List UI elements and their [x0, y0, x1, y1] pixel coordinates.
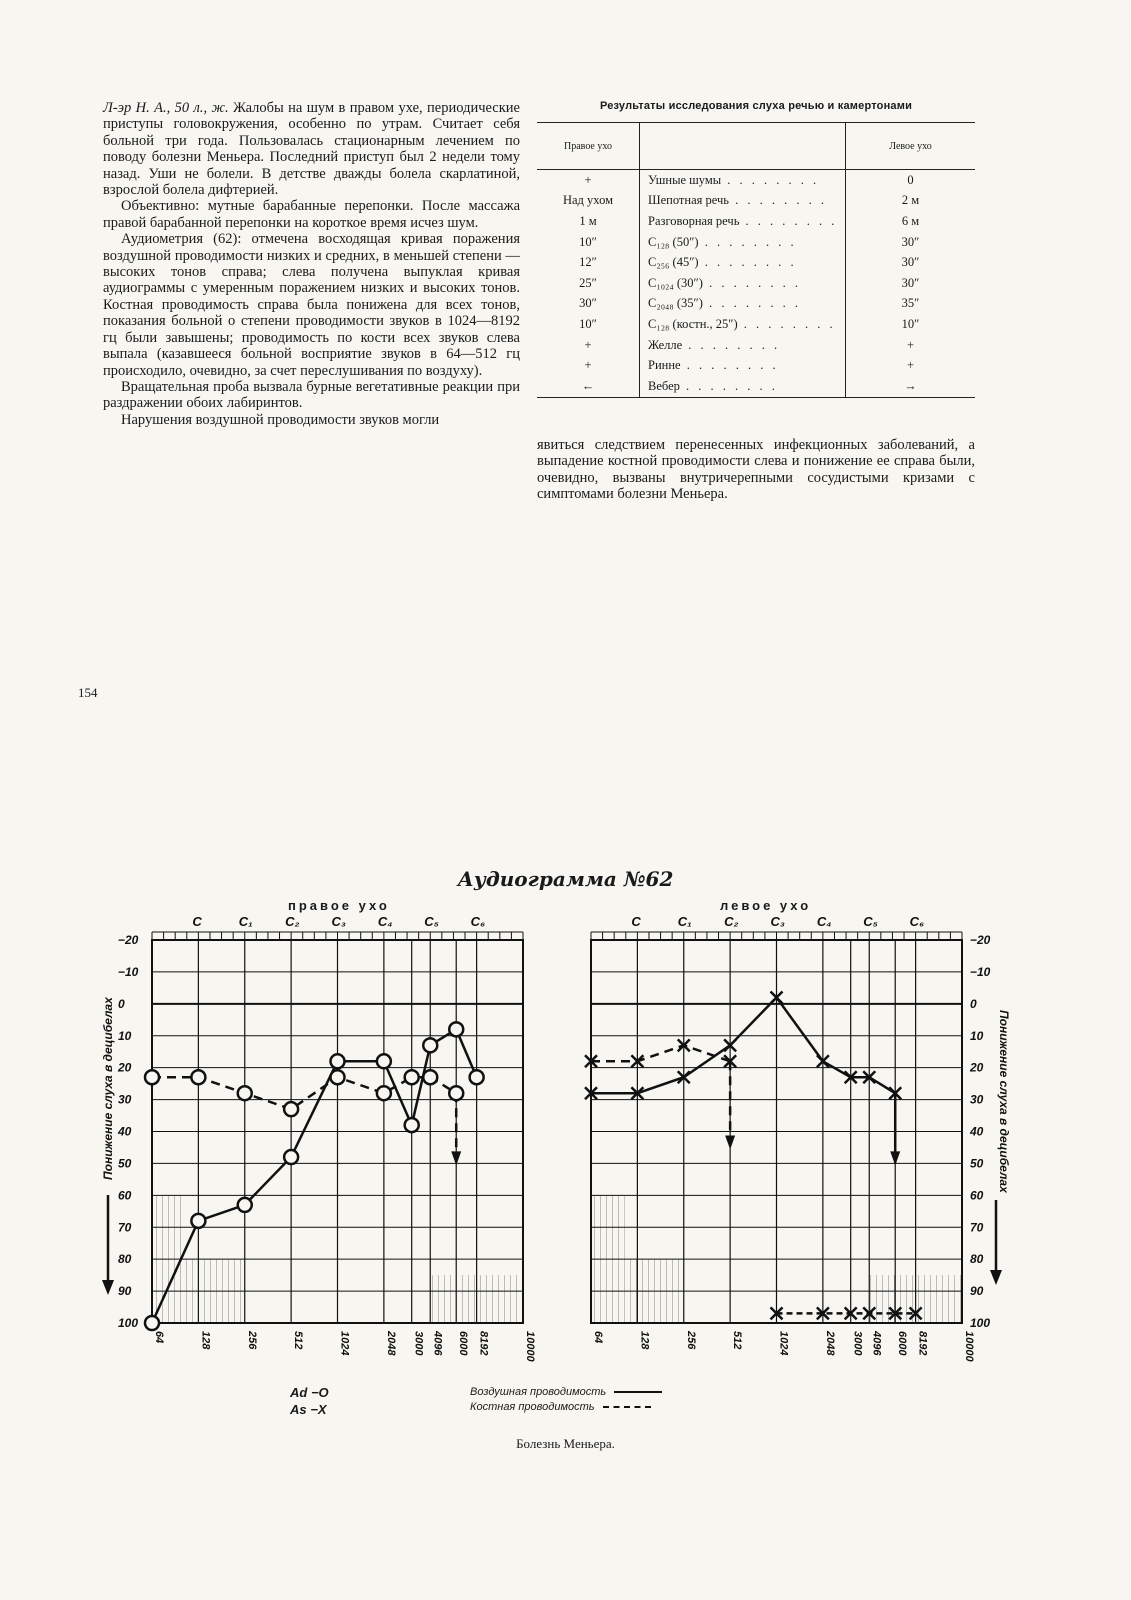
octave-label: C₆ [470, 914, 486, 929]
cell-left-ear: → [846, 376, 976, 397]
cell-right-ear: + [537, 170, 640, 191]
octave-label: C₂ [724, 914, 739, 929]
leader-dots: . . . . . . . . [679, 378, 778, 393]
test-name: Вебер [648, 378, 680, 393]
octave-label: C₄ [377, 914, 393, 929]
ad-point [449, 1022, 463, 1036]
y-tick-label: 0 [970, 996, 977, 1011]
cell-right-ear: 25″ [537, 273, 640, 294]
cell-left-ear: 30″ [901, 234, 920, 249]
octave-label: C₅ [424, 914, 439, 929]
cell-right-ear: 30″ [537, 294, 640, 315]
x-tick-label: 2048 [823, 1331, 836, 1356]
leader-dots: . . . . . . . . [698, 234, 797, 249]
x-tick-label: 8192 [916, 1331, 929, 1356]
cell-left-ear: 2 м [901, 193, 920, 208]
y-tick-label: 20 [970, 1060, 984, 1075]
ad-point [145, 1316, 159, 1330]
octave-label: C₅ [863, 914, 878, 929]
test-name: Желле [648, 337, 683, 352]
cell-left-ear: 35″ [901, 296, 920, 311]
x-tick-label: 10000 [963, 1331, 975, 1362]
case-paragraph-5: Нарушения воздушной проводимости звуков могли [121, 411, 440, 428]
cell-left-ear: 6 м [901, 213, 920, 228]
test-name: Разговорная речь [648, 213, 740, 228]
octave-label: C₃ [331, 914, 346, 929]
octave-label: C₄ [816, 914, 832, 929]
cell-right-ear: 10″ [537, 232, 640, 253]
leader-dots: . . . . . . . . [680, 358, 779, 373]
ad-point [284, 1150, 298, 1164]
ad-point [449, 1086, 463, 1100]
dashed-line-sample [603, 1406, 651, 1408]
ad-point [405, 1118, 419, 1132]
y-tick-label: 70 [118, 1220, 132, 1235]
legend-line-types [470, 1385, 662, 1415]
x-tick-label: 64 [153, 1331, 165, 1344]
y-tick-label: 100 [970, 1316, 991, 1330]
ad-point [423, 1038, 437, 1052]
ad-point [377, 1054, 391, 1068]
left-ear-label: левое ухо [720, 898, 812, 913]
ad-point [377, 1086, 391, 1100]
y-axis-label: Понижение слуха в децибелах [101, 997, 115, 1180]
header-right-ear: Правое ухо [537, 123, 640, 170]
axis-direction-arrow [102, 1280, 114, 1295]
test-name: C₁₀₂₄ (30″) [648, 275, 703, 290]
x-tick-label: 512 [292, 1331, 305, 1350]
page-number: 154 [78, 685, 98, 700]
test-name: C₁₂₈ (костн., 25″) [648, 316, 738, 331]
x-tick-label: 6000 [896, 1331, 909, 1356]
x-tick-label: 64 [592, 1331, 604, 1344]
legend-bone: Костная проводимость [470, 1400, 662, 1415]
axis-direction-arrow [990, 1270, 1002, 1285]
cell-left-ear: 0 [907, 172, 914, 187]
case-paragraph-2: Объективно: мутные барабанные перепонки. После массажа правой барабанной перепонки на короткое время исчез шум. [103, 198, 520, 231]
y-tick-label: −20 [118, 933, 139, 947]
leader-dots: . . . . . . . . [702, 275, 801, 290]
legend-ear-symbols [290, 1384, 329, 1418]
continuation-text: явиться следствием перенесенных инфекционных заболеваний, а выпадение костной проводимости слева и понижение ее справа были, очевидно, вызваны внутричерепными сосудистыми кризами с симптомами болезни Меньера. [537, 437, 975, 503]
cell-right-ear: Над ухом [537, 191, 640, 212]
y-tick-label: 50 [118, 1156, 132, 1171]
x-tick-label: 4096 [431, 1331, 444, 1356]
ad-point [405, 1070, 419, 1084]
cell-right-ear: 1 м [537, 211, 640, 232]
cell-left-ear: + [906, 337, 915, 352]
x-tick-label: 128 [199, 1331, 212, 1350]
solid-line-sample [614, 1391, 662, 1393]
figure-caption: Болезнь Меньера. [516, 1436, 615, 1451]
y-axis-label: Понижение слуха в децибелах [997, 1010, 1011, 1193]
y-tick-label: 30 [970, 1092, 984, 1107]
ad-point [191, 1214, 205, 1228]
y-tick-label: 70 [970, 1220, 984, 1235]
x-tick-label: 6000 [457, 1331, 470, 1356]
table-title: Результаты исследования слуха речью и камертонами [599, 100, 913, 112]
leader-dots: . . . . . . . . [702, 296, 801, 311]
octave-label: C₆ [909, 914, 925, 929]
ad-point [238, 1086, 252, 1100]
cell-right-ear: ← [537, 376, 640, 397]
leader-dots: . . . . . . . . [682, 337, 781, 352]
y-tick-label: −20 [970, 933, 991, 947]
x-tick-label: 3000 [412, 1331, 425, 1356]
y-tick-label: 80 [970, 1252, 984, 1267]
y-tick-label: 10 [118, 1028, 132, 1043]
test-name: Ринне [648, 358, 681, 373]
leader-dots: . . . . . . . . [737, 316, 836, 331]
x-tick-label: 3000 [851, 1331, 864, 1356]
cell-left-ear: 30″ [901, 275, 920, 290]
x-tick-label: 1024 [777, 1331, 790, 1356]
case-paragraph-4: Вращательная проба вызвала бурные вегетативные реакции при раздражении обоих лабиринтов. [103, 378, 520, 412]
y-tick-label: 90 [118, 1284, 132, 1299]
leader-dots: . . . . . . . . [698, 255, 797, 270]
y-tick-label: 0 [118, 996, 125, 1011]
y-tick-label: 40 [118, 1124, 132, 1139]
ad-point [470, 1070, 484, 1084]
leader-dots: . . . . . . . . [721, 172, 820, 187]
test-name: C₂₅₆ (45″) [648, 255, 699, 270]
ad-point [191, 1070, 205, 1084]
ad-point [145, 1070, 159, 1084]
drop-arrow [725, 1135, 735, 1149]
cell-right-ear: + [537, 355, 640, 376]
legend-as: As −X [290, 1402, 327, 1417]
test-name: Ушные шумы [648, 172, 722, 187]
right-ear-label: правое ухо [288, 898, 390, 913]
patient-lead: Л-эр Н. А., 50 л., ж. [103, 100, 229, 116]
y-tick-label: 10 [970, 1028, 984, 1043]
leader-dots: . . . . . . . . [728, 193, 827, 208]
y-tick-label: 80 [118, 1252, 132, 1267]
cell-right-ear: 12″ [537, 252, 640, 273]
y-tick-label: −10 [118, 964, 139, 979]
y-tick-label: 30 [118, 1092, 132, 1107]
cell-left-ear: 10″ [901, 316, 920, 331]
legend-air: Воздушная проводимость [470, 1385, 662, 1400]
y-tick-label: 20 [118, 1060, 132, 1075]
x-tick-label: 10000 [524, 1331, 536, 1362]
y-tick-label: 40 [970, 1124, 984, 1139]
x-tick-label: 128 [638, 1331, 651, 1350]
ad-point [423, 1070, 437, 1084]
octave-label: C₁ [238, 914, 253, 929]
test-name: Шепотная речь [648, 193, 729, 208]
octave-label: C₂ [285, 914, 300, 929]
x-tick-label: 4096 [870, 1331, 883, 1356]
ad-point [331, 1054, 345, 1068]
cell-left-ear: + [906, 358, 915, 373]
cell-right-ear: 10″ [537, 314, 640, 335]
octave-label: C [631, 914, 641, 929]
ad-point [331, 1070, 345, 1084]
test-name: C₂₀₄₈ (35″) [648, 296, 703, 311]
x-tick-label: 512 [731, 1331, 744, 1350]
ad-point [238, 1198, 252, 1212]
y-tick-label: 90 [970, 1284, 984, 1299]
x-tick-label: 8192 [477, 1331, 490, 1356]
y-tick-label: 60 [970, 1188, 984, 1203]
header-left-ear: Левое ухо [846, 123, 976, 170]
case-paragraph-3: Аудиометрия (62): отмечена восходящая кривая поражения воздушной проводимости низких и средних, в меньшей степени — высоких тонов справа; слева получена выпуклая кривая аудиограммы с умеренным поражением низких и высоких тонов. Костная проводимость справа была понижена для всех тонов, показания больной о степени проводимости звуков в 1024—8192 гц были завышены; проводимость по кости всех звуков слева выпала (казавшееся больной восприятие звуков в 64—512 гц происходило, очевидно, за счет переслушивания по воздуху). [103, 231, 520, 379]
y-tick-label: 60 [118, 1188, 132, 1203]
leader-dots: . . . . . . . . [739, 213, 838, 228]
legend-ad: Ad −O [290, 1385, 329, 1400]
octave-label: C₃ [770, 914, 785, 929]
y-tick-label: 100 [118, 1316, 139, 1330]
y-tick-label: 50 [970, 1156, 984, 1171]
x-tick-label: 256 [245, 1331, 258, 1350]
cell-right-ear: + [537, 335, 640, 356]
cell-left-ear: 30″ [901, 255, 920, 270]
x-tick-label: 1024 [338, 1331, 351, 1356]
audiogram-title: Аудиограмма №62 [457, 867, 674, 891]
test-name: C₁₂₈ (50″) [648, 234, 699, 249]
case-paragraph-1: Л-эр Н. А., 50 л., ж. Жалобы на шум в правом ухе, периодические приступы головокружения, особенно по утрам. Считает себя больной три года. Пользовалась стационарным лечением по поводу болезни Меньера. Последний приступ был 2 недели тому назад. Уши не болели. В детстве дважды болела скарлатиной, взрослой болела дифтерией. [103, 100, 520, 199]
octave-label: C₁ [677, 914, 692, 929]
x-tick-label: 256 [684, 1331, 697, 1350]
x-tick-label: 2048 [384, 1331, 397, 1356]
y-tick-label: −10 [970, 964, 991, 979]
octave-label: C [192, 914, 202, 929]
ad-point [284, 1102, 298, 1116]
